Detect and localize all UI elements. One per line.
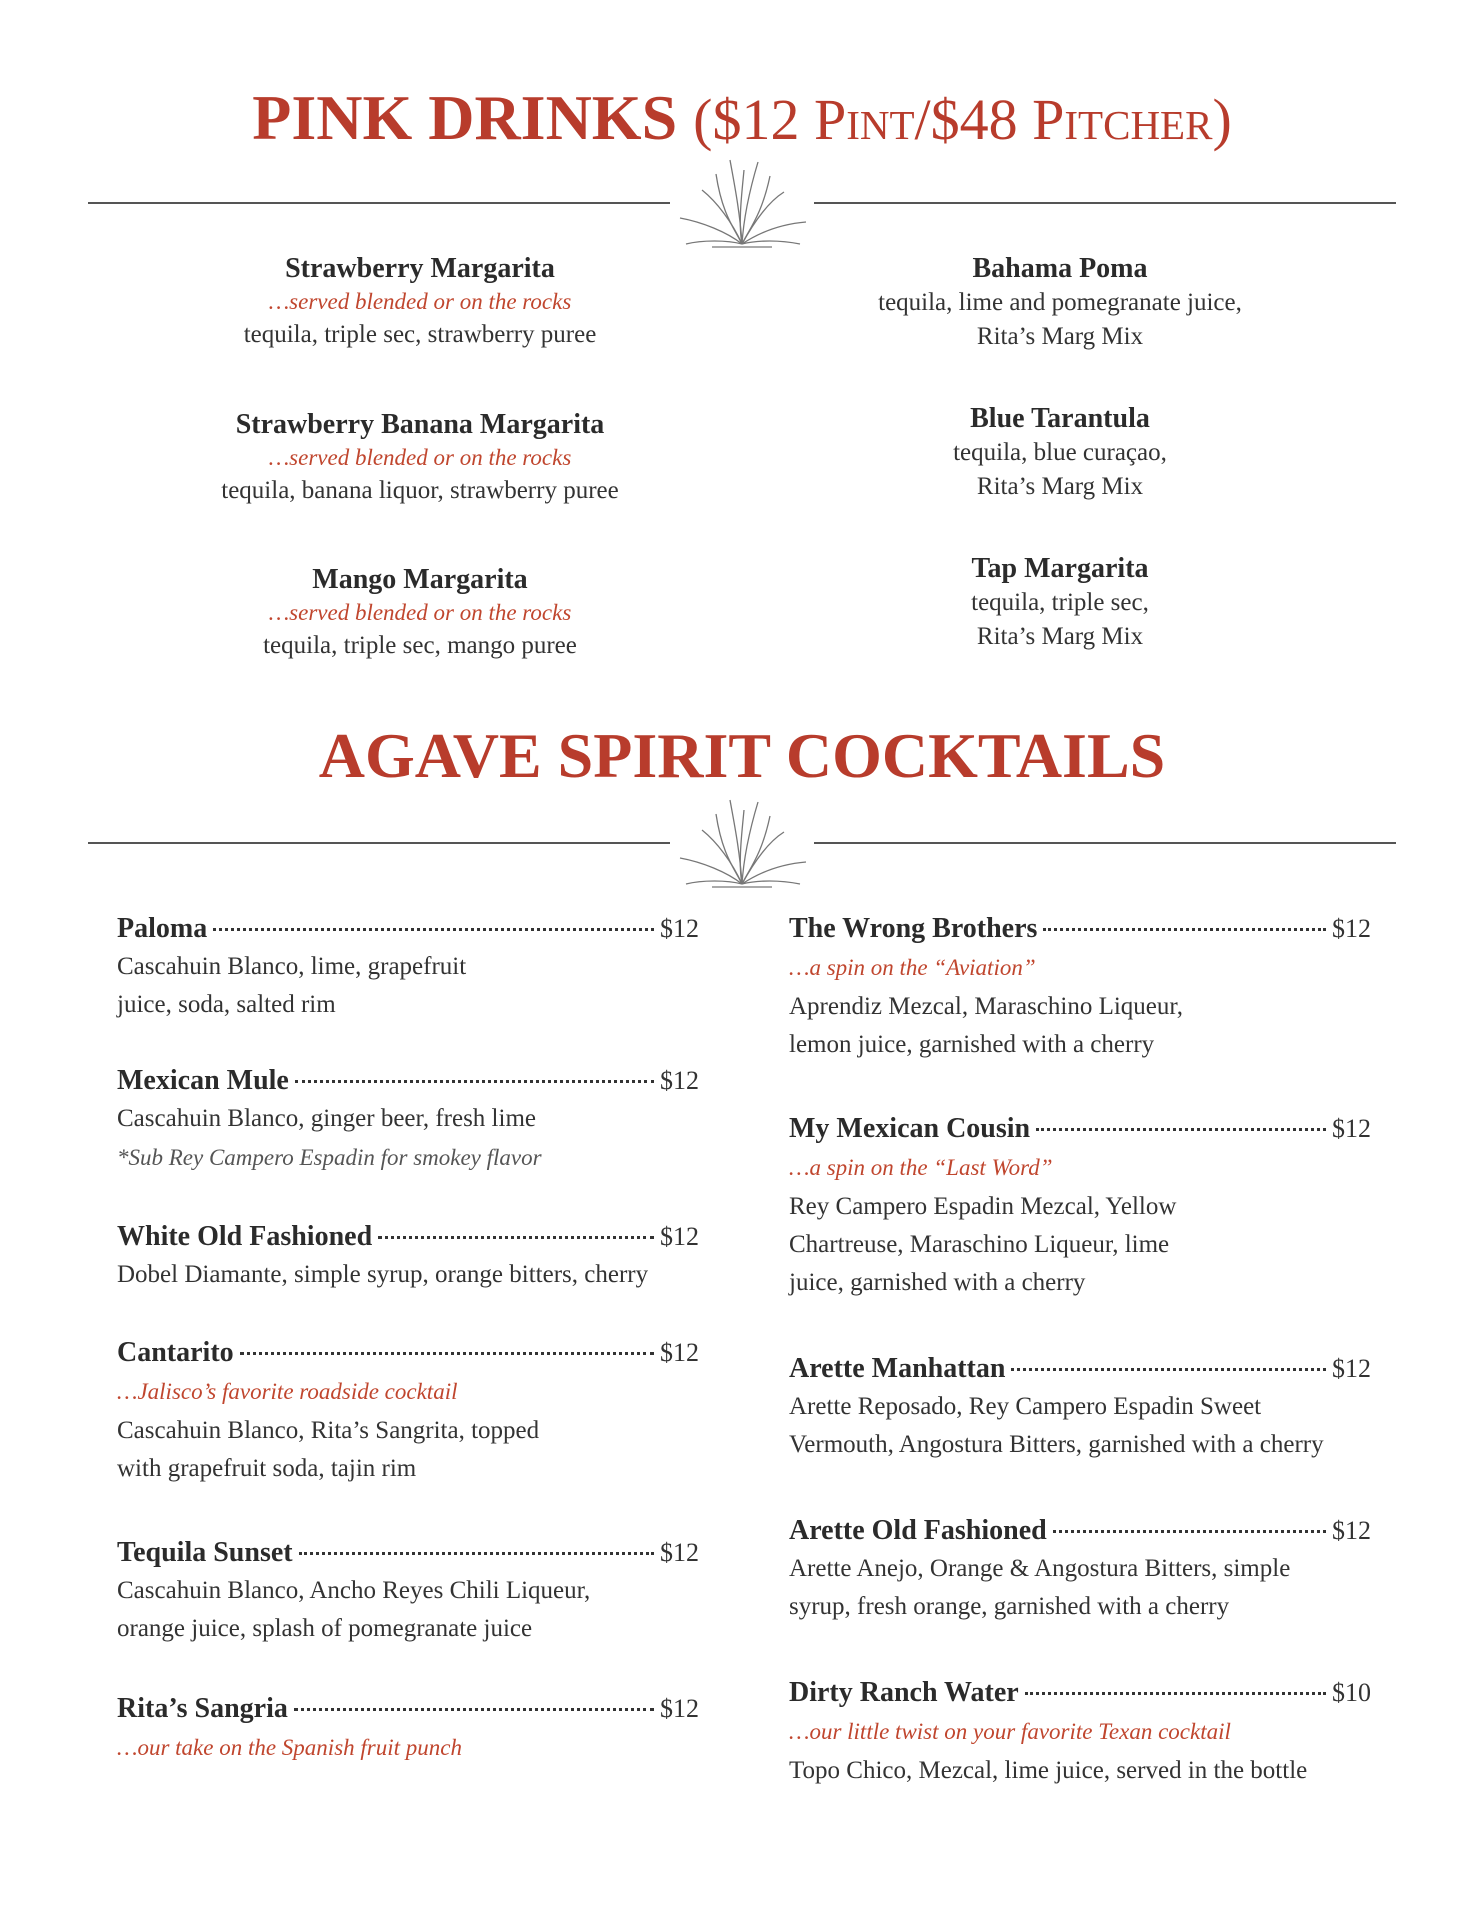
- item-description: syrup, fresh orange, garnished with a cherry: [789, 1593, 1230, 1620]
- item-price: $12: [1332, 914, 1371, 943]
- item-price: $12: [660, 914, 699, 943]
- item-description: Vermouth, Angostura Bitters, garnished with a cherry: [789, 1431, 1324, 1458]
- item-name: Strawberry Banana Margarita: [235, 409, 605, 440]
- item-price: $10: [1332, 1678, 1371, 1707]
- item-note: *Sub Rey Campero Espadin for smokey flavor: [117, 1145, 542, 1170]
- item-note: …a spin on the “Aviation”: [789, 955, 1036, 980]
- agave-plant-icon: [672, 152, 812, 252]
- menu-item: [820, 252, 1300, 354]
- item-name: Mexican Mule: [117, 1065, 289, 1096]
- item-name: Strawberry Margarita: [285, 253, 555, 284]
- item-price: $12: [660, 1694, 699, 1723]
- dot-leader: [295, 1080, 654, 1083]
- menu-item: [117, 1062, 699, 1178]
- item-price: $12: [660, 1538, 699, 1567]
- item-description: Topo Chico, Mezcal, lime juice, served in the bottle: [789, 1757, 1308, 1784]
- item-name: Tap Margarita: [971, 553, 1149, 584]
- dot-leader: [213, 928, 654, 931]
- item-description: Arette Reposado, Rey Campero Espadin Sweet: [789, 1393, 1262, 1420]
- menu-item: [117, 1334, 699, 1488]
- dot-leader: [1011, 1368, 1326, 1371]
- item-description: Aprendiz Mezcal, Maraschino Liqueur,: [789, 993, 1183, 1020]
- item-description: Cascahuin Blanco, lime, grapefruit: [117, 953, 467, 980]
- item-description: lemon juice, garnished with a cherry: [789, 1031, 1155, 1058]
- item-price: $12: [1332, 1516, 1371, 1545]
- item-note: …served blended or on the rocks: [268, 600, 572, 625]
- item-description: tequila, blue curaçao,: [953, 439, 1167, 466]
- dot-leader: [240, 1352, 654, 1355]
- cocktails-left-column: [117, 910, 699, 1790]
- pink-drinks-title: [0, 80, 1484, 158]
- item-note: …served blended or on the rocks: [268, 289, 572, 314]
- item-description: tequila, banana liquor, strawberry puree: [221, 477, 619, 504]
- item-description: Rita’s Marg Mix: [976, 473, 1144, 500]
- agave-plant-icon: [672, 792, 812, 892]
- item-note: …Jalisco’s favorite roadside cocktail: [117, 1379, 458, 1404]
- item-name: Dirty Ranch Water: [789, 1677, 1019, 1708]
- dot-leader: [294, 1708, 654, 1711]
- item-name: White Old Fashioned: [117, 1221, 373, 1252]
- item-price: $12: [660, 1222, 699, 1251]
- pink-drinks-right-column: [820, 252, 1300, 692]
- item-description: orange juice, splash of pomegranate juice: [117, 1615, 533, 1642]
- dot-leader: [1043, 928, 1326, 931]
- item-description: Cascahuin Blanco, Ancho Reyes Chili Liqueur,: [117, 1577, 591, 1604]
- dot-leader: [299, 1552, 654, 1555]
- pink-drinks-left-column: [180, 252, 660, 692]
- divider-right: [814, 842, 1396, 844]
- menu-item: [117, 1218, 699, 1294]
- item-name: Rita’s Sangria: [117, 1693, 288, 1724]
- divider-right: [814, 202, 1396, 204]
- divider-left: [88, 842, 670, 844]
- item-description: tequila, triple sec, mango puree: [263, 632, 577, 659]
- dot-leader: [1053, 1530, 1326, 1533]
- item-note: …our little twist on your favorite Texan cocktail: [789, 1719, 1231, 1744]
- dot-leader: [1036, 1128, 1326, 1131]
- item-description: Rita’s Marg Mix: [976, 623, 1144, 650]
- item-description: juice, soda, salted rim: [117, 991, 336, 1018]
- menu-item: [789, 1674, 1371, 1790]
- item-name: Paloma: [117, 913, 208, 944]
- item-name: Cantarito: [117, 1337, 234, 1368]
- menu-item: [789, 1512, 1371, 1626]
- menu-item: [820, 552, 1300, 654]
- menu-item: [180, 252, 660, 352]
- item-name: Arette Manhattan: [789, 1353, 1006, 1384]
- item-note: …a spin on the “Last Word”: [789, 1155, 1053, 1180]
- item-description: Rita’s Marg Mix: [976, 323, 1144, 350]
- menu-item: [820, 402, 1300, 504]
- menu-item: [180, 408, 660, 508]
- item-name: My Mexican Cousin: [789, 1113, 1031, 1144]
- item-description: Cascahuin Blanco, Rita’s Sangrita, topped: [117, 1417, 540, 1444]
- pink-drinks-pricing: ($12 Pint/$48 Pitcher): [693, 87, 1232, 152]
- item-description: tequila, triple sec,: [971, 589, 1149, 616]
- menu-item: [789, 910, 1371, 1064]
- item-description: Chartreuse, Maraschino Liqueur, lime: [789, 1231, 1170, 1258]
- menu-item: [117, 1534, 699, 1648]
- item-description: tequila, lime and pomegranate juice,: [878, 289, 1242, 316]
- pink-drinks-heading: PINK DRINKS: [252, 82, 678, 153]
- dot-leader: [378, 1236, 654, 1239]
- agave-cocktails-title: AGAVE SPIRIT COCKTAILS: [318, 720, 1166, 791]
- item-name: Mango Margarita: [312, 564, 528, 595]
- item-description: juice, garnished with a cherry: [789, 1269, 1086, 1296]
- menu-item: [180, 563, 660, 663]
- item-description: with grapefruit soda, tajin rim: [117, 1455, 417, 1482]
- dot-leader: [1025, 1692, 1326, 1695]
- item-name: Arette Old Fashioned: [789, 1515, 1047, 1546]
- item-name: Blue Tarantula: [970, 403, 1150, 434]
- item-price: $12: [660, 1338, 699, 1367]
- item-price: $12: [660, 1066, 699, 1095]
- item-description: tequila, triple sec, strawberry puree: [243, 321, 597, 348]
- item-note: …served blended or on the rocks: [268, 445, 572, 470]
- item-description: Arette Anejo, Orange & Angostura Bitters, simple: [789, 1555, 1291, 1582]
- menu-item: [789, 1110, 1371, 1302]
- cocktails-right-column: [789, 910, 1371, 1790]
- item-price: $12: [1332, 1114, 1371, 1143]
- item-description: Dobel Diamante, simple syrup, orange bitters, cherry: [117, 1261, 649, 1288]
- item-name: Bahama Poma: [972, 253, 1148, 284]
- item-name: The Wrong Brothers: [789, 913, 1038, 944]
- item-price: $12: [1332, 1354, 1371, 1383]
- menu-item: [789, 1350, 1371, 1464]
- item-name: Tequila Sunset: [117, 1537, 293, 1568]
- menu-item: [117, 1690, 699, 1768]
- item-description: Cascahuin Blanco, ginger beer, fresh lime: [117, 1105, 536, 1132]
- item-note: …our take on the Spanish fruit punch: [117, 1735, 462, 1760]
- divider-left: [88, 202, 670, 204]
- menu-item: [117, 910, 699, 1024]
- item-description: Rey Campero Espadin Mezcal, Yellow: [789, 1193, 1177, 1220]
